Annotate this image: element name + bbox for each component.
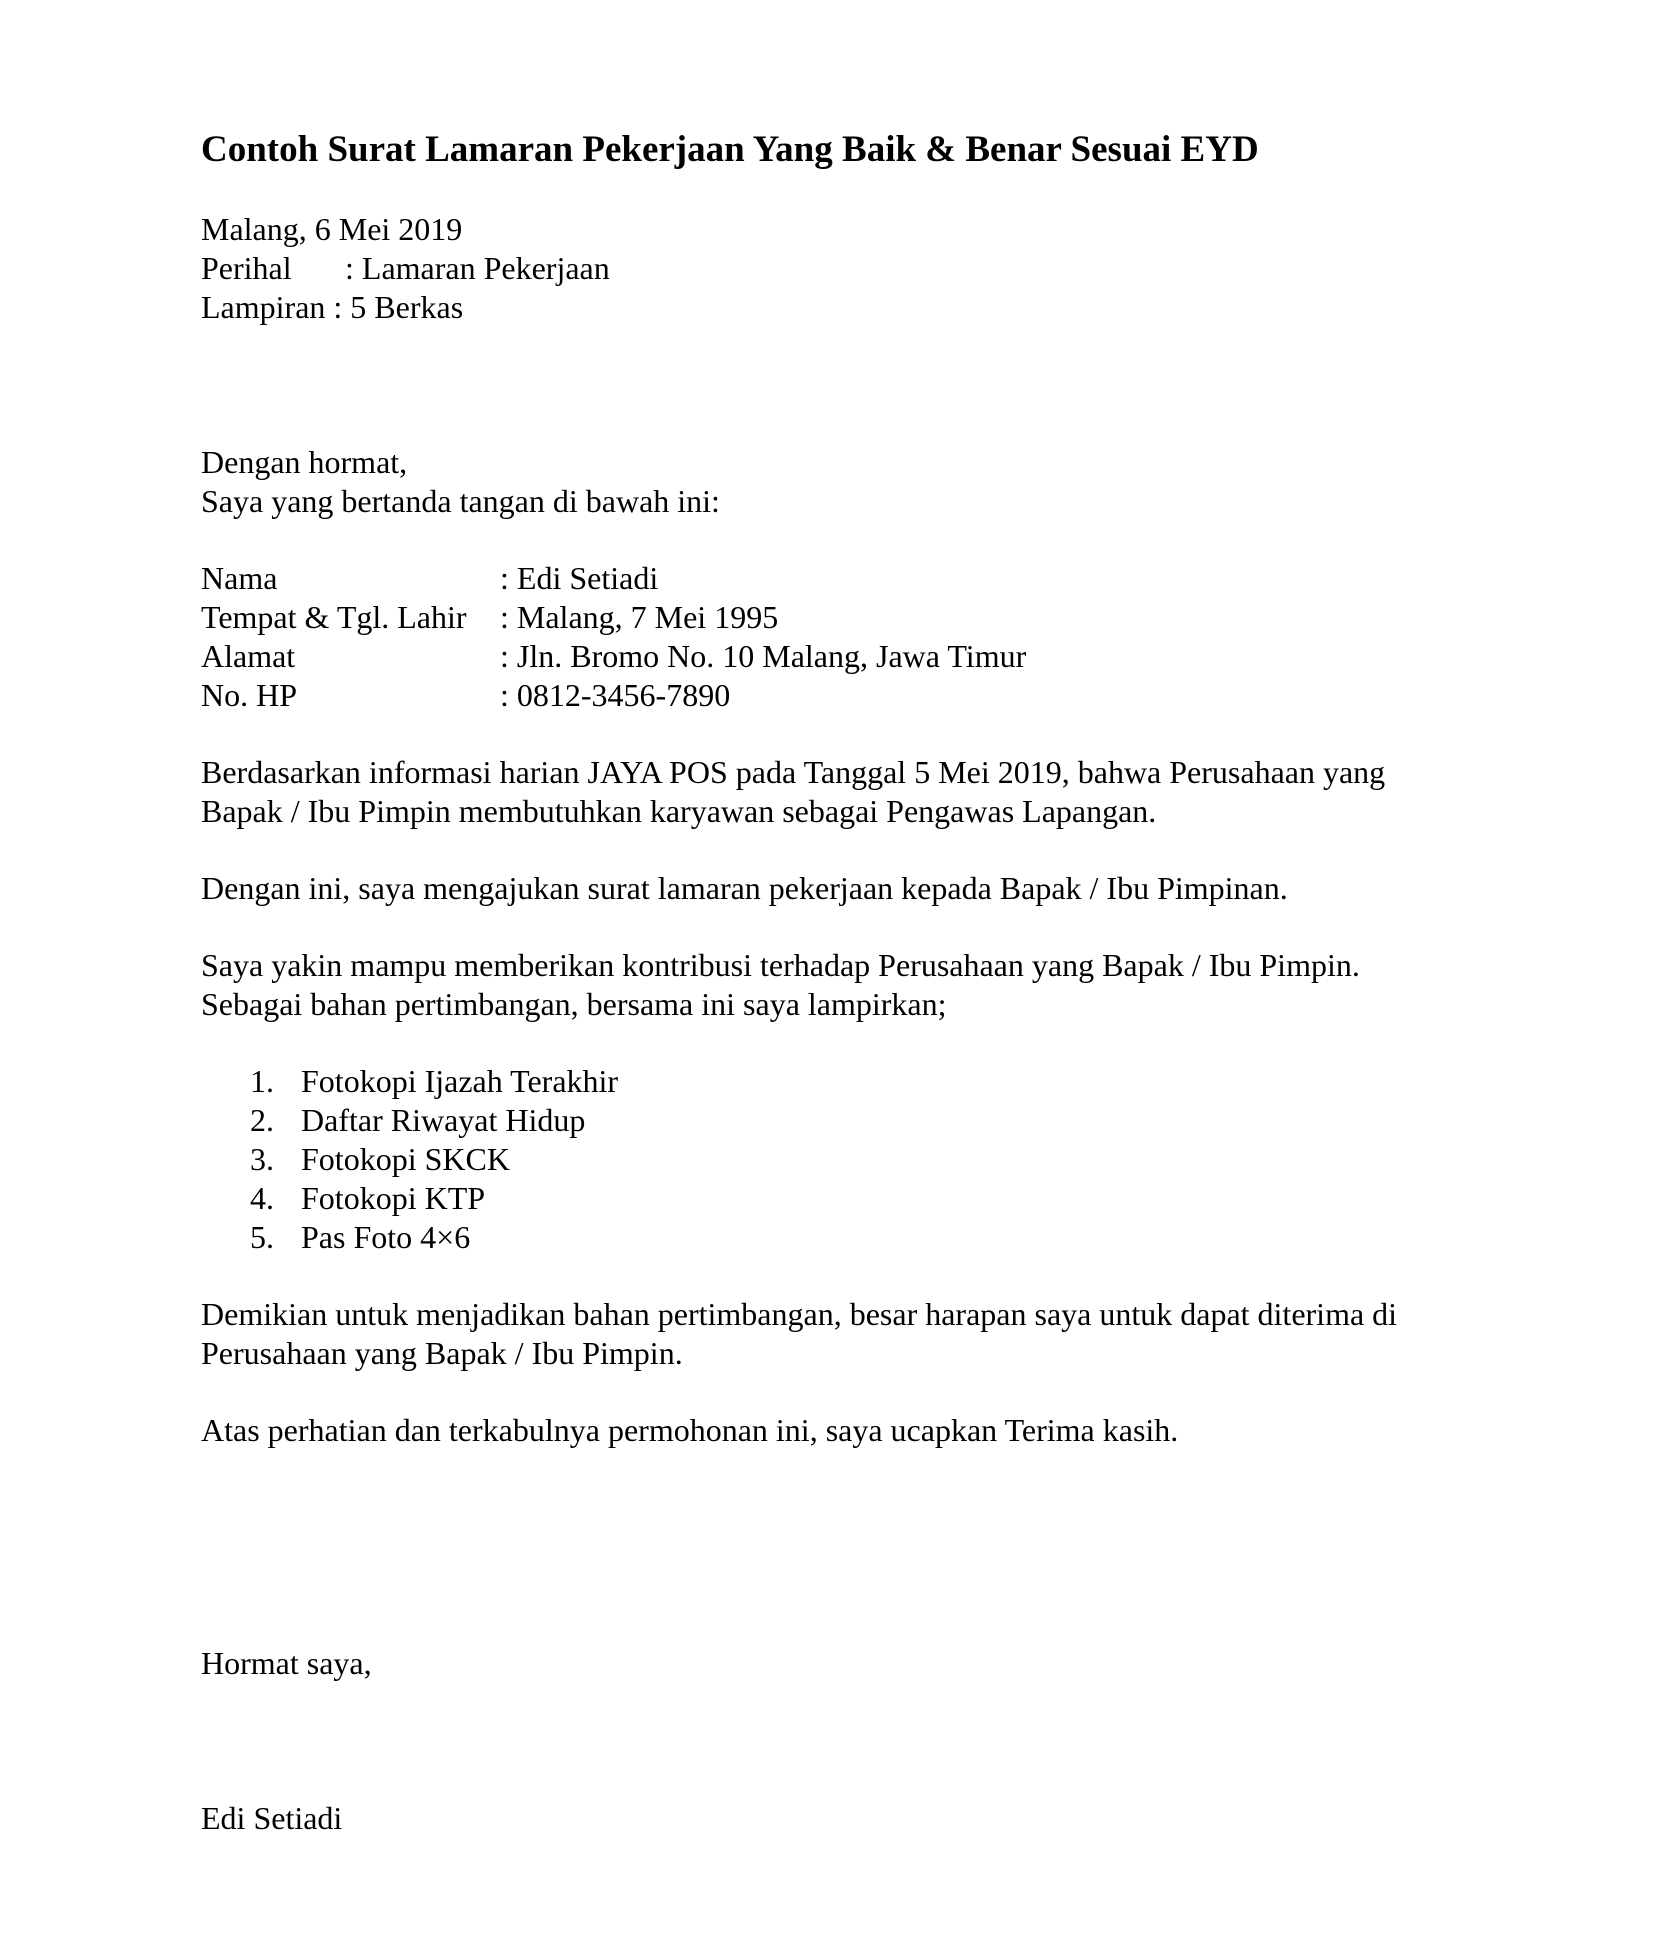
place-date: Malang, 6 Mei 2019: [201, 211, 463, 247]
paragraph-2: Dengan ini, saya mengajukan surat lamaran pekerjaan kepada Bapak / Ibu Pimpinan.: [201, 870, 1288, 906]
attachment-text: Fotokopi KTP: [301, 1180, 486, 1216]
perihal-label: Perihal: [201, 250, 292, 286]
lampiran-line: Lampiran : 5 Berkas: [201, 289, 464, 325]
paragraph-1-line-2: Bapak / Ibu Pimpin membutuhkan karyawan sebagai Pengawas Lapangan.: [201, 793, 1157, 829]
attachment-text: Daftar Riwayat Hidup: [301, 1102, 586, 1138]
perihal-line: [201, 249, 610, 287]
attachment-number: 4.: [250, 1180, 274, 1216]
intro-line: Saya yang bertanda tangan di bawah ini:: [201, 483, 720, 519]
identity-label: Alamat: [201, 638, 296, 674]
identity-label: No. HP: [201, 677, 298, 713]
identity-label: Nama: [201, 560, 278, 596]
signature-name: Edi Setiadi: [201, 1800, 343, 1836]
identity-value: : Jln. Bromo No. 10 Malang, Jawa Timur: [500, 638, 1027, 674]
attachment-number: 2.: [250, 1102, 274, 1138]
paragraph-3-line-1: Saya yakin mampu memberikan kontribusi terhadap Perusahaan yang Bapak / Ibu Pimpin.: [201, 947, 1360, 983]
attachment-number: 5.: [250, 1219, 274, 1255]
closing: Hormat saya,: [201, 1645, 372, 1681]
greeting: Dengan hormat,: [201, 444, 408, 480]
attachment-text: Pas Foto 4×6: [301, 1219, 471, 1255]
identity-value: : 0812-3456-7890: [500, 677, 731, 713]
identity-value: : Malang, 7 Mei 1995: [500, 599, 779, 635]
attachment-number: 1.: [250, 1063, 274, 1099]
identity-value: : Edi Setiadi: [500, 560, 659, 596]
paragraph-1-line-1: Berdasarkan informasi harian JAYA POS pada Tanggal 5 Mei 2019, bahwa Perusahaan yang: [201, 754, 1386, 790]
perihal-value: : Lamaran Pekerjaan: [345, 250, 610, 286]
attachment-number: 3.: [250, 1141, 274, 1177]
document-title: Contoh Surat Lamaran Pekerjaan Yang Baik & Benar Sesuai EYD: [201, 129, 1259, 170]
identity-label: Tempat & Tgl. Lahir: [201, 599, 467, 635]
attachment-text: Fotokopi Ijazah Terakhir: [301, 1063, 619, 1099]
paragraph-3-line-2: Sebagai bahan pertimbangan, bersama ini saya lampirkan;: [201, 986, 947, 1022]
paragraph-4-line-2: Perusahaan yang Bapak / Ibu Pimpin.: [201, 1335, 683, 1371]
paragraph-5: Atas perhatian dan terkabulnya permohonan ini, saya ucapkan Terima kasih.: [201, 1412, 1179, 1448]
paragraph-4-line-1: Demikian untuk menjadikan bahan pertimbangan, besar harapan saya untuk dapat diterima di: [201, 1296, 1398, 1332]
attachment-text: Fotokopi SKCK: [301, 1141, 510, 1177]
